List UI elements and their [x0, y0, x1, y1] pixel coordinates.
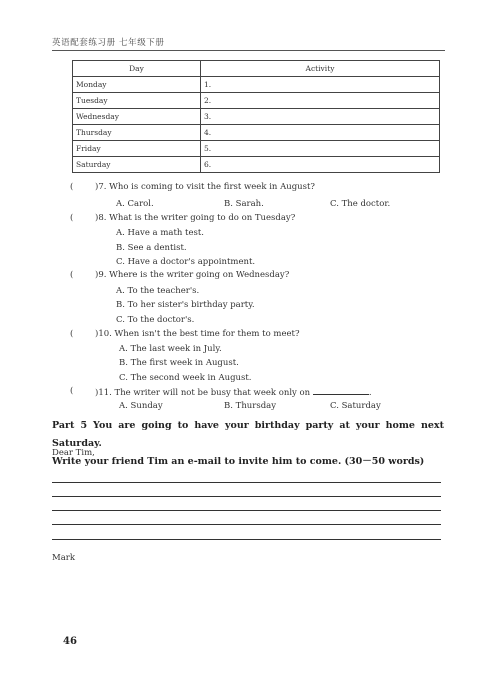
part5-instructions: [52, 417, 444, 471]
part5-line1: Part 5 You are going to have your birthday party at your home next Saturday.: [52, 420, 444, 449]
day-cell: Saturday: [73, 157, 201, 173]
question-8: )8. What is the writer going to do on Tuesday?: [95, 213, 296, 223]
day-cell: Wednesday: [73, 109, 201, 125]
answer-paren: (: [70, 270, 74, 280]
letter-greeting: Dear Tim,: [52, 448, 95, 458]
column-header-day: Day: [73, 61, 201, 77]
question-11: [95, 386, 372, 398]
day-cell: Monday: [73, 77, 201, 93]
option-c: C. The doctor.: [330, 199, 391, 209]
option-a: A. Carol.: [116, 199, 154, 209]
day-cell: Friday: [73, 141, 201, 157]
answer-blank: [313, 386, 369, 395]
option-b: B. To her sister's birthday party.: [116, 300, 255, 310]
header-rule: [52, 50, 445, 51]
table-row: [73, 109, 440, 125]
writing-line[interactable]: [52, 482, 441, 483]
column-header-activity: Activity: [201, 61, 440, 77]
answer-paren: (: [70, 329, 74, 339]
option-c: C. The second week in August.: [119, 373, 252, 383]
table-header-row: [73, 61, 440, 77]
day-cell: Tuesday: [73, 93, 201, 109]
question-9: )9. Where is the writer going on Wednesday?: [95, 270, 290, 280]
writing-line[interactable]: [52, 524, 441, 525]
activity-cell: 5.: [201, 141, 440, 157]
option-a: A. To the teacher's.: [116, 286, 200, 296]
table-row: [73, 125, 440, 141]
part5-line2: Write your friend Tim an e-mail to invite him to come. (30－50 words): [52, 456, 425, 467]
table-row: [73, 141, 440, 157]
schedule-table: [72, 60, 440, 173]
table-row: [73, 77, 440, 93]
page-header: 英语配套练习册 七年级下册: [52, 38, 165, 48]
activity-cell: 2.: [201, 93, 440, 109]
option-b: B. See a dentist.: [116, 243, 187, 253]
option-b: B. Sarah.: [224, 199, 264, 209]
option-b: B. The first week in August.: [119, 358, 239, 368]
table-row: [73, 93, 440, 109]
question-10: )10. When isn't the best time for them to meet?: [95, 329, 300, 339]
day-cell: Thursday: [73, 125, 201, 141]
writing-line[interactable]: [52, 496, 441, 497]
option-c: C. To the doctor's.: [116, 315, 195, 325]
option-a: A. The last week in July.: [119, 344, 222, 354]
answer-paren: (: [70, 213, 74, 223]
letter-signature: Mark: [52, 553, 75, 563]
question-11-period: .: [368, 388, 372, 398]
option-b: B. Thursday: [224, 401, 277, 411]
option-a: A. Have a math test.: [116, 228, 204, 238]
question-7: )7. Who is coming to visit the first week in August?: [95, 182, 315, 192]
question-11-text: )11. The writer will not be busy that week only on: [95, 388, 311, 398]
option-c: C. Have a doctor's appointment.: [116, 257, 256, 267]
activity-cell: 6.: [201, 157, 440, 173]
answer-paren: (: [70, 182, 74, 192]
activity-cell: 3.: [201, 109, 440, 125]
writing-line[interactable]: [52, 539, 441, 540]
activity-cell: 1.: [201, 77, 440, 93]
option-a: A. Sunday: [119, 401, 163, 411]
option-c: C. Saturday: [330, 401, 381, 411]
writing-line[interactable]: [52, 510, 441, 511]
page-number: 46: [63, 636, 77, 647]
answer-paren: (: [70, 386, 74, 396]
activity-cell: 4.: [201, 125, 440, 141]
table-row: [73, 157, 440, 173]
